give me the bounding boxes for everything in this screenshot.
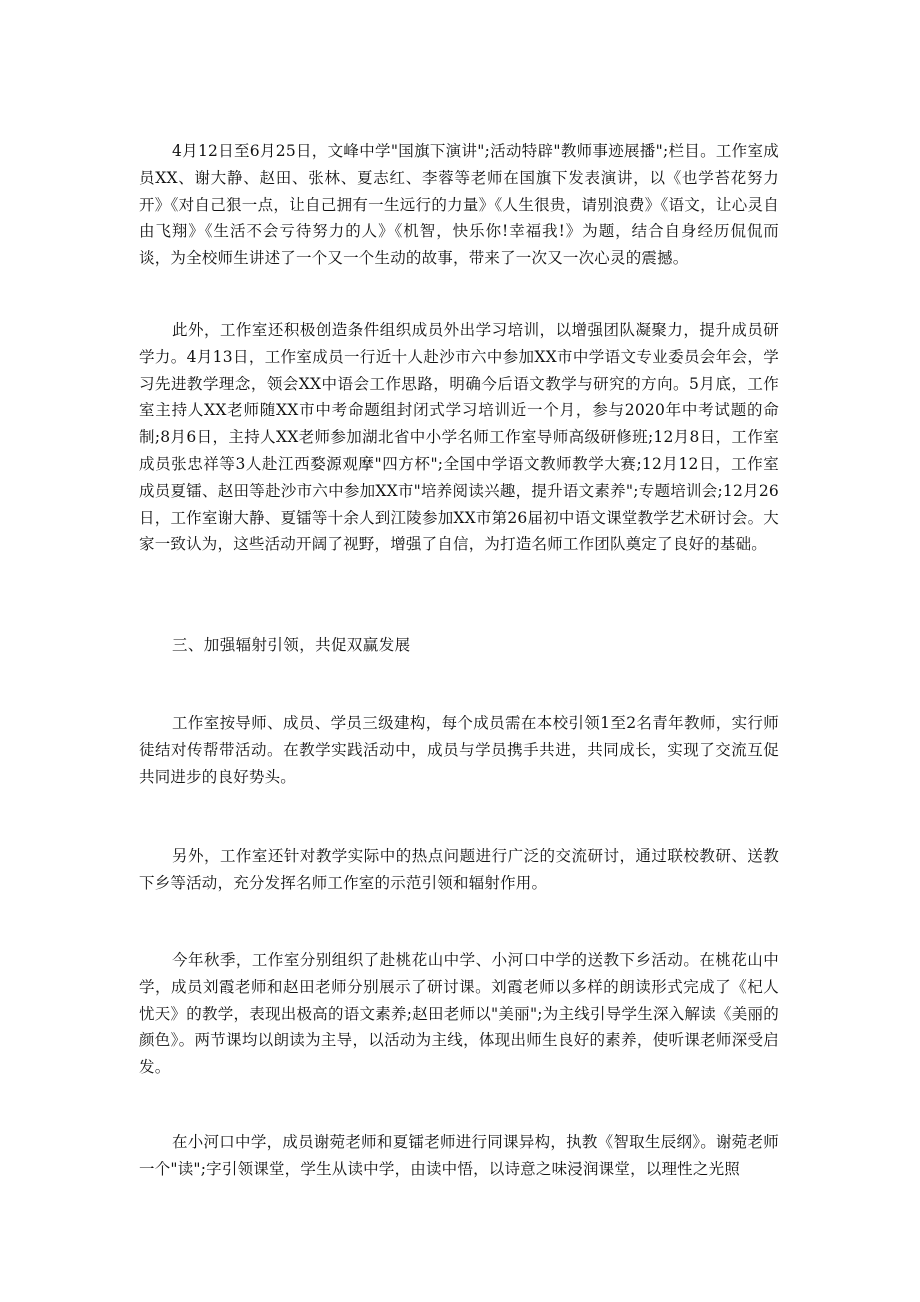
section-heading: 三、加强辐射引领，共促双赢发展 (172, 636, 411, 654)
paragraph-mentorship: 工作室按导师、成员、学员三级建构，每个成员需在本校引领1至2名青年教师，实行师徒结对传帮带活动。在教学实践活动中，成员与学员携手共进，共同成长，实现了交流互促共同进步的良好势头。 (139, 714, 779, 786)
paragraph-training: 此外，工作室还积极创造条件组织成员外出学习培训，以增强团队凝聚力，提升成员研学力。4月13日，工作室成员一行近十人赴沙市六中参加XX市中学语文专业委员会年会，学习先进教学理念，领会XX中语会工作思路，明确今后语文教学与研究的方向。5月底，工作室主持人XX老师随XX市中考命题组封闭式学习培训近一个月，参与2020年中考试题的命制;8月6日，主持人XX老师参加湖北省中小学名师工作室导师高级研修班;12月8日，工作室成员张忠祥等3人赴江西婺源观摩"四方杯";全国中学语文教师教学大赛;12月12日，工作室成员夏镭、赵田等赴沙市六中参加XX市"培养阅读兴趣，提升语文素养";专题培训会;12月26日，工作室谢大静、夏镭等十余人到江陵参加XX市第26届初中语文课堂教学艺术研讨会。大家一致认为，这些活动开阔了视野，增强了自信，为打造名师工作团队奠定了良好的基础。 (139, 321, 779, 554)
paragraph-seminars: 另外，工作室还针对教学实际中的热点问题进行广泛的交流研讨，通过联校教研、送教下乡等活动，充分发挥名师工作室的示范引领和辐射作用。 (139, 847, 779, 892)
paragraph-flag-speech: 4月12日至6月25日，文峰中学"国旗下演讲";活动特辟"教师事迹展播";栏目。工作室成员XX、谢大静、赵田、张林、夏志红、李蓉等老师在国旗下发表演讲，以《也学苔花努力开》《对自己狠一点，让自己拥有一生远行的力量》《人生很贵，请别浪费》《语文，让心灵自由飞翔》《生活不会亏待努力的人》《机智，快乐你!幸福我!》为题，结合自身经历侃侃而谈，为全校师生讲述了一个又一个生动的故事，带来了一次又一次心灵的震撼。 (139, 142, 779, 268)
paragraph-taohuashan: 今年秋季，工作室分别组织了赴桃花山中学、小河口中学的送教下乡活动。在桃花山中学，成员刘霞老师和赵田老师分别展示了研讨课。刘霞老师以多样的朗读形式完成了《杞人忧天》的教学，表现出极高的语文素养;赵田老师以"美丽";为主线引导学生深入解读《美丽的颜色》。两节课均以朗读为主导，以活动为主线，体现出师生良好的素养，使听课老师深受启发。 (139, 951, 779, 1077)
paragraph-xiaohekou: 在小河口中学，成员谢菀老师和夏镭老师进行同课异构，执教《智取生辰纲》。谢菀老师一个"读";字引领课堂，学生从读中学，由读中悟，以诗意之味浸润课堂，以理性之光照 (139, 1133, 779, 1178)
